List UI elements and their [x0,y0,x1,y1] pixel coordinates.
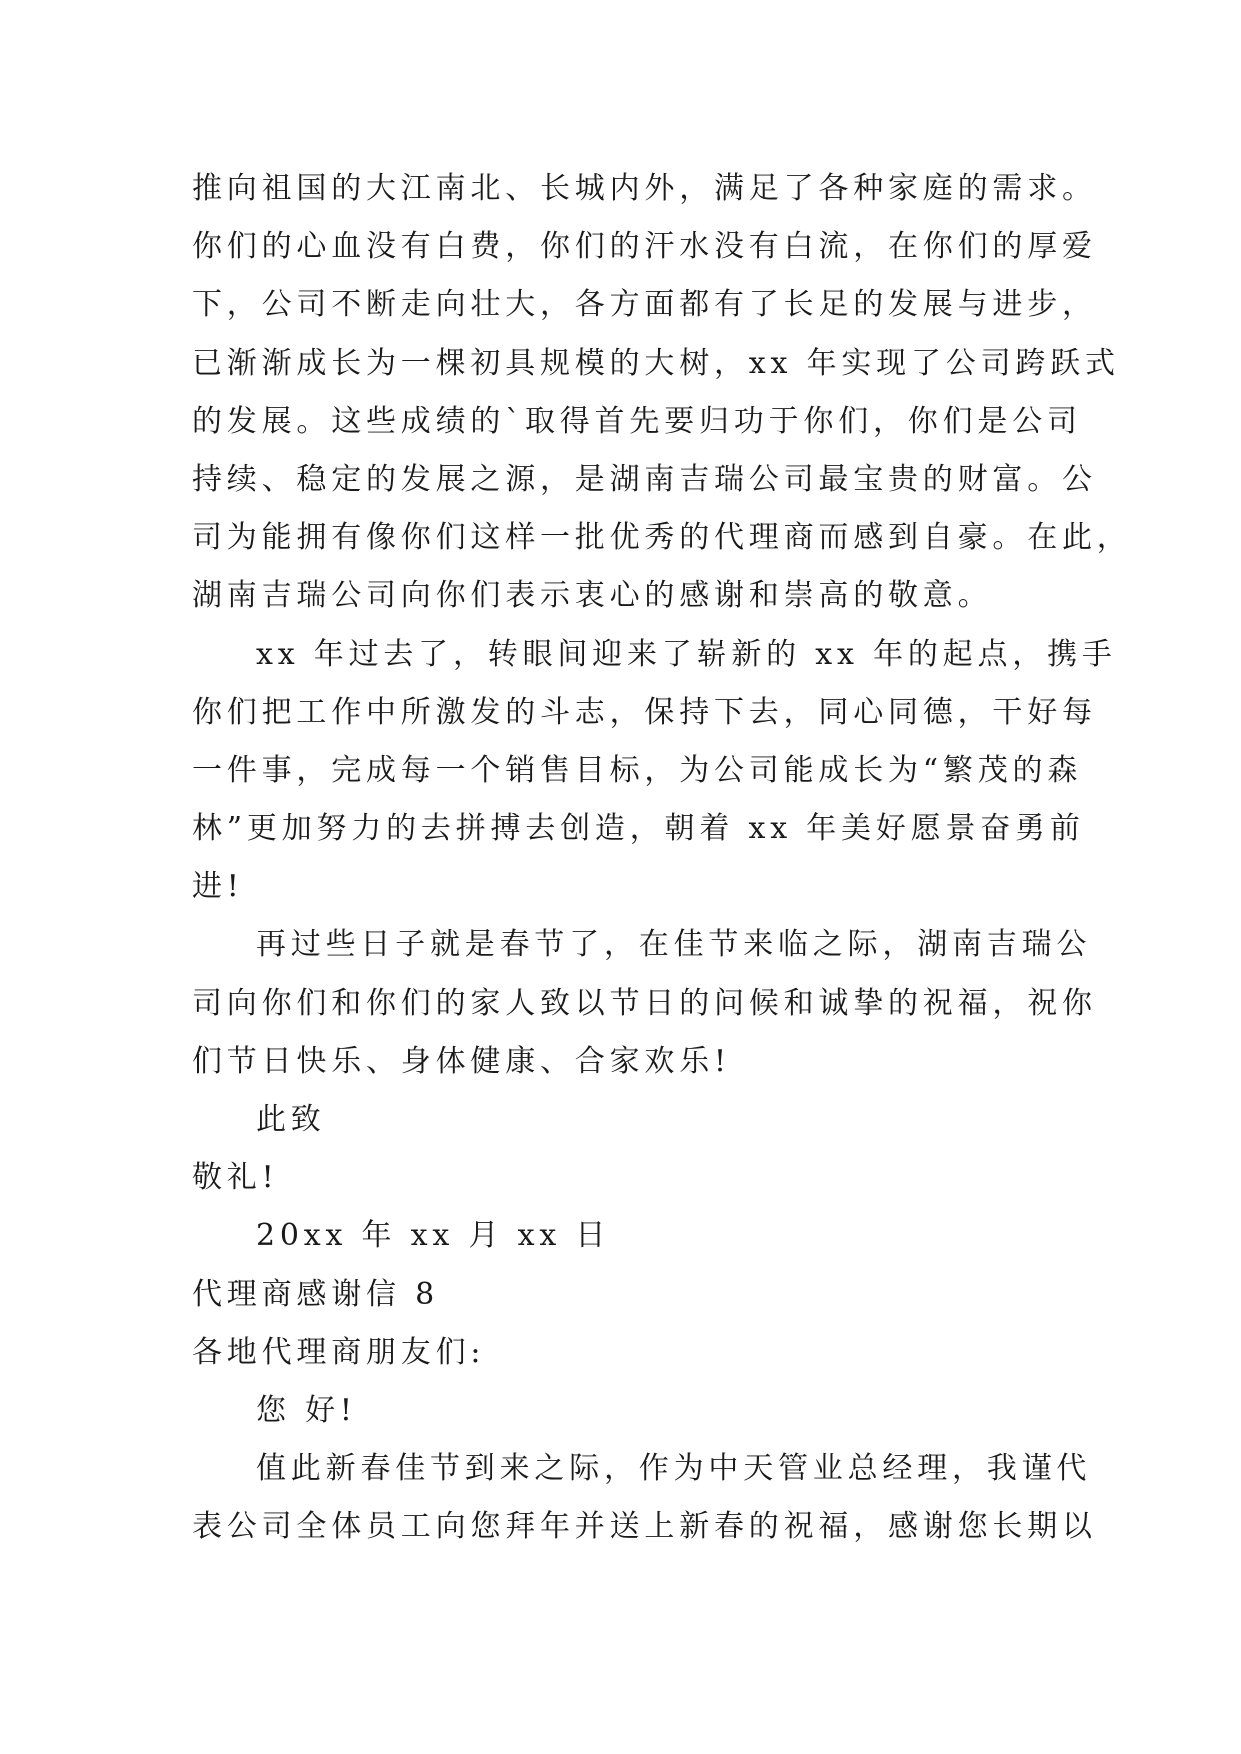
text-line: 推向祖国的大江南北、长城内外，满足了各种家庭的需求。 [192,171,1097,206]
text-line: 们节日快乐、身体健康、合家欢乐! [192,1043,731,1079]
paragraph-start-line: 值此新春佳节到来之际，作为中天管业总经理，我谨代 [256,1451,1092,1487]
text-line: 你们把工作中所激发的斗志，保持下去，同心同德，干好每 [192,694,1097,730]
text-line: 下，公司不断走向壮大，各方面都有了长足的发展与进步， [192,287,1097,323]
document-page [192,160,1132,1557]
closing-salutation: 此致 [256,1102,326,1137]
paragraph-start-line: xx 年过去了，转眼间迎来了崭新的 xx 年的起点，携手 [256,636,1117,672]
paragraph-start-line: 再过些日子就是春节了，在佳节来临之际，湖南吉瑞公 [256,927,1092,963]
text-line: 司向你们和你们的家人致以节日的问候和诚挚的祝福，祝你 [192,985,1097,1021]
text-line: 林”更加努力的去拼搏去创造，朝着 xx 年美好愿景奋勇前 [192,811,1085,847]
letter-heading: 代理商感谢信 8 [192,1276,440,1312]
text-line: 表公司全体员工向您拜年并送上新春的祝福，感谢您长期以 [192,1509,1097,1545]
text-line: 已渐渐成长为一棵初具规模的大树，xx 年实现了公司跨跃式 [192,345,1120,381]
text-line: 进! [192,869,244,905]
text-line: 的发展。这些成绩的`取得首先要归功于你们，你们是公司 [192,403,1082,439]
text-line: 持续、稳定的发展之源，是湖南吉瑞公司最宝贵的财富。公 [192,461,1097,497]
text-line: 司为能拥有像你们这样一批优秀的代理商而感到自豪。在此， [192,520,1132,556]
letter-date: 20xx 年 xx 月 xx 日 [256,1218,611,1254]
greeting: 您 好! [256,1392,357,1428]
text-line: 你们的心血没有白费，你们的汗水没有白流，在你们的厚爱 [192,229,1097,265]
letter-addressee: 各地代理商朋友们: [192,1334,486,1370]
text-line: 湖南吉瑞公司向你们表示衷心的感谢和崇高的敬意。 [192,578,993,614]
closing-regards: 敬礼! [192,1160,279,1196]
text-line: 一件事，完成每一个销售目标，为公司能成长为“繁茂的森 [192,752,1083,788]
